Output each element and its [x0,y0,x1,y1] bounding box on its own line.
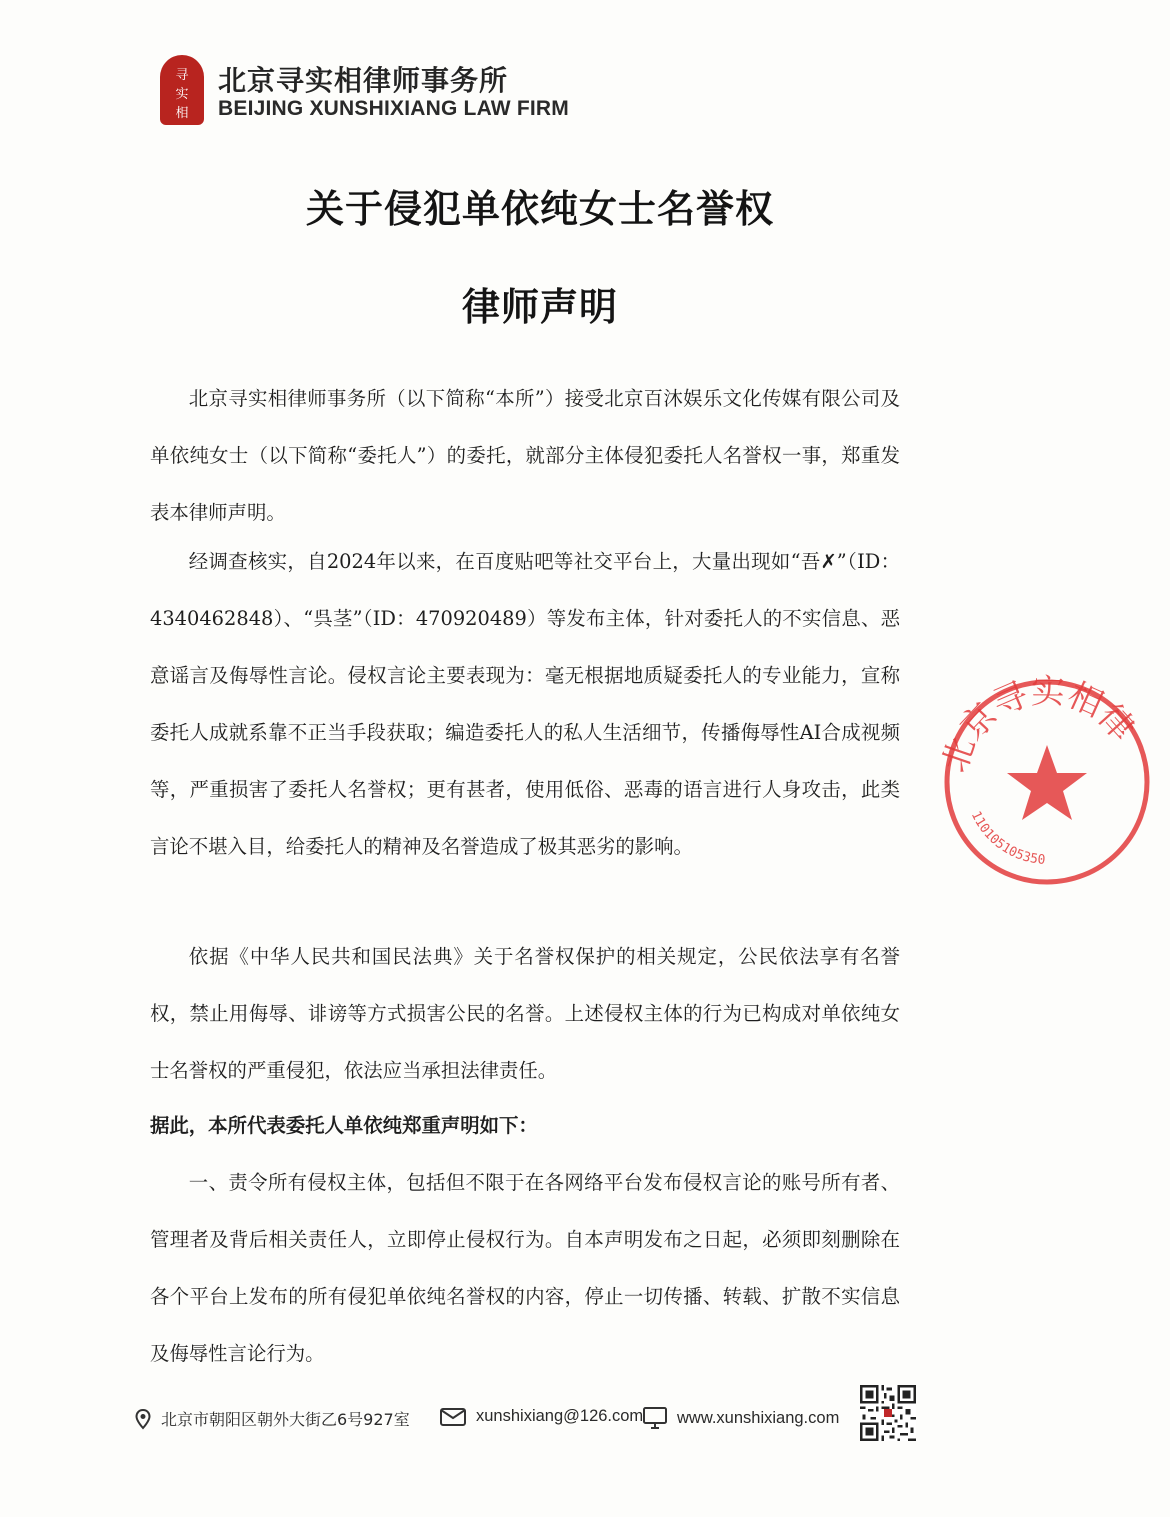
logo-char-1: 寻 [175,68,189,83]
document-title-line-2: 律师声明 [461,285,618,329]
firm-name-english: BEIJING XUNSHIXIANG LAW FIRM [218,97,569,120]
footer-website-text[interactable]: www.xunshixiang.com [677,1408,840,1427]
body-paragraph-4: 一、责令所有侵权主体，包括但不限于在各网络平台发布侵权言论的账号所有者、管理者及背后相关责任人，立即停止侵权行为。自本声明发布之日起，必须即刻删除在各个平台上发布的所有侵犯单依纯名誉权的内容，停止一切传播、转载、扩散不实信息及侮辱性言论行为。 [150,1171,900,1365]
official-red-stamp [930,670,1143,890]
qr-code-icon[interactable] [860,1385,916,1441]
body-paragraph-3: 依据《中华人民共和国民法典》关于名誉权保护的相关规定，公民依法享有名誉权，禁止用侮辱、诽谤等方式损害公民的名誉。上述侵权主体的行为已构成对单依纯女士名誉权的严重侵犯，依法应当承担法律责任。 [150,945,900,1082]
footer-address [135,1407,410,1430]
stamp-code: 110105105350 [967,808,1046,868]
stamp-arc-text: 北京寻实相律 [934,671,1143,778]
footer-email-text[interactable]: xunshixiang@126.com [476,1407,644,1425]
firm-seal-logo-graphic [160,55,204,125]
declaration-heading: 据此，本所代表委托人单依纯郑重声明如下： [150,1114,538,1137]
footer-website[interactable] [643,1407,839,1429]
logo-char-2: 实 [175,87,189,102]
monitor-icon [643,1407,667,1429]
document-title-line-1: 关于侵犯单依纯女士名誉权 [305,187,774,231]
footer-email[interactable] [440,1407,643,1426]
firm-seal-logo [160,55,204,125]
envelope-icon [440,1408,466,1426]
stamp-star-icon [1007,745,1087,820]
footer-address-text: 北京市朝阳区朝外大街乙6号927室 [161,1410,410,1429]
letterhead-footer [135,1385,925,1445]
stamp-graphic [930,670,1170,890]
location-pin-icon [135,1409,151,1429]
logo-char-3: 相 [175,106,189,121]
body-paragraph-1: 北京寻实相律师事务所（以下简称“本所”）接受北京百沐娱乐文化传媒有限公司及单依纯女士（以下简称“委托人”）的委托，就部分主体侵犯委托人名誉权一事，郑重发表本律师声明。 [150,387,900,524]
stamp-ring [947,682,1147,882]
body-paragraph-2: 经调查核实，自2024年以来，在百度贴吧等社交平台上，大量出现如“吾✗”（ID：4340462848）、“呉茎”（ID：470920489）等发布主体，针对委托人的不实信息、恶意谣言及侮辱性言论。侵权言论主要表现为：毫无根据地质疑委托人的专业能力，宣称委托人成就系靠不正当手段获取；编造委托人的私人生活细节，传播侮辱性AI合成视频等，严重损害了委托人名誉权；更有甚者，使用低俗、恶毒的语言进行人身攻击，此类言论不堪入目，给委托人的精神及名誉造成了极其恶劣的影响。 [150,550,900,858]
firm-name-chinese: 北京寻实相律师事务所 [218,64,509,97]
